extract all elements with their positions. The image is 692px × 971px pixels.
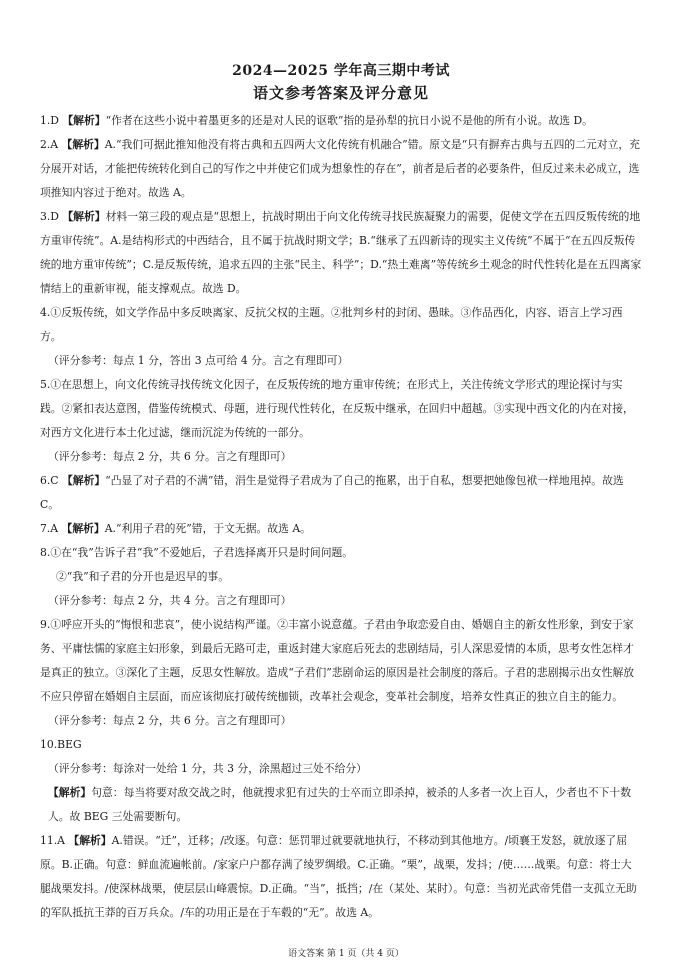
answer-number: 4. [40,306,51,319]
answer-text: ①反叛传统，如文学作品中多反映离家、反抗父权的主题。②批判乡村的封闭、愚昧。③作品西化，内容、语言上学习西方。 [40,306,623,343]
answer-number: 8. [40,546,51,559]
answer-item [40,733,642,757]
answer-number: 2.A [40,138,62,151]
answer-text: A.错误。“迁”，迁移；/改逐。句意：惩罚罪过就要就地执行，不移动到其他地方。/顷襄王发怒，就放逐了屈原。B.正确。句意：鲜血流遍帐前。/家家户户都存满了绫罗绸缎。C.正确。“栗”，战栗，发抖；/使……战栗。句意：将士大腿战栗发抖。/使深林战栗，使层层山峰震惊。D.正确。“当”，抵挡；/在（某处、某时）。句意：当初光武帝凭借一支孤立无助的军队抵抗王莽的百万兵众。/车的功用正是在于车毂的“无”。故选 A。 [40,834,637,919]
answer-text: ②“我”和子君的分开也是迟早的事。 [56,570,229,583]
answer-item [40,709,642,733]
exam-title: 2024—2025 学年高三期中考试 [232,63,450,79]
answer-item [40,373,642,445]
answer-text: A.“利用子君的死”错，于文无据。故选 A。 [104,522,311,535]
answer-text: 材料一第三段的观点是“思想上，抗战时期出于向文化传统寻找民族凝聚力的需要，促使文学在五四反叛传统的地方重审传统”。A.是结构形式的中西结合，且不属于抗战时期文学；B.“继承了五四新诗的现实主义传统”不属于“在五四反叛传统的地方重审传统”；C.是反叛传统，追求五四的主张“民主、科学”；D.“热土难离”等传统乡土观念的时代性转化是在五四离家情结上的重新审视，能支撑观点。故选 D。 [40,210,642,295]
answer-text: “凸显了对子君的不满”错，涓生是觉得子君成为了自己的拖累，出于自私，想要把她像包袱一样地甩掉。故选 C。 [40,474,624,511]
page-footer: 语文答案 第 1 页（共 4 页） [288,949,404,959]
answer-item [40,565,642,589]
answer-number: 5. [40,378,51,391]
answer-item [40,349,642,373]
answer-number: 10.BEG [40,738,82,751]
answer-number: 3.D [40,210,63,223]
answer-item [40,517,642,541]
answer-number: 11.A [40,834,69,847]
answer-item [40,589,642,613]
answer-item [40,445,642,469]
answer-number: 1.D [40,114,63,127]
answer-text: ①在思想上，向文化传统寻找传统文化因子，在反叛传统的地方重审传统；在形式上，关注传统文学形式的理论探讨与实践。②紧扣表达意图，借鉴传统模式、母题，进行现代性转化，在反叛中继承，在回归中超越。③实现中西文化的内在对接，对西方文化进行本土化过滤，继而沉淀为传统的一部分。 [40,378,634,439]
answer-number: 6.C [40,474,62,487]
answer-item [40,205,642,301]
answer-item [40,541,642,565]
answer-item [40,829,642,925]
answer-text: （评分参考：每点 1 分，答出 3 点可给 4 分。言之有理即可） [48,354,349,367]
analysis-tag: 【解析】 [62,114,106,127]
analysis-tag: 【解析】 [48,786,92,799]
answer-text: “作者在这些小说中着墨更多的还是对人民的讴歌”指的是孙犁的抗日小说不是他的所有小说。故选 D。 [105,114,593,127]
analysis-tag: 【解析】 [62,210,106,223]
analysis-tag: 【解析】 [61,138,105,151]
answer-list [40,109,642,925]
answer-item [40,757,642,781]
analysis-tag: 【解析】 [62,474,106,487]
answer-text: ①在“我”告诉子君“我”不爱她后，子君选择离开只是时间问题。 [50,546,354,559]
answer-text: ①呼应开头的“悔恨和悲哀”，使小说结构严谨。②丰富小说意蕴。子君由争取恋爱自由、婚姻自主的新女性形象，到安于家务、平庸怯懦的家庭主妇形象，到最后无路可走，重返封建大家庭后死去的悲剧结局，引人深思爱情的本质，思考女性怎样才是真正的独立。③深化了主题，反思女性解放。造成“子君们”悲剧命运的原因是社会制度的落后。子君的悲剧揭示出女性解放不应只停留在婚姻自主层面，而应该彻底打破传统枷锁，改革社会观念，变革社会制度，培养女性真正的独立自主的能力。 [40,618,635,703]
answer-number: 7.A [40,522,62,535]
answer-text: （评分参考：每点 2 分，共 6 分。言之有理即可） [48,450,292,463]
answer-item [40,613,642,709]
answer-item [40,781,642,829]
answer-item [40,133,642,205]
analysis-tag: 【解析】 [61,522,105,535]
answer-item [40,469,642,517]
analysis-tag: 【解析】 [68,834,112,847]
answer-item [40,109,642,133]
answer-title: 语文参考答案及评分意见 [252,84,429,102]
answer-text: （评分参考：每涂对一处给 1 分，共 3 分，涂黑超过三处不给分） [48,762,367,775]
answer-text: （评分参考：每点 2 分，共 6 分。言之有理即可） [48,714,292,727]
answer-text: （评分参考：每点 2 分，共 4 分。言之有理即可） [48,594,292,607]
answer-item [40,301,642,349]
answer-text: A.“我们可据此推知他没有将古典和五四两大文化传统有机融合”错。原文是“只有摒弃古典与五四的二元对立，充分展开对话，才能把传统转化到自己的写作之中并使它们成为想象性的存在”，前者是后者的必要条件，但反过来未必成立，选项推知内容过于绝对。故选 A。 [40,138,640,199]
answer-text: 句意：每当将要对敌交战之时，他就搜求犯有过失的士卒而立即杀掉，被杀的人多者一次上百人，少者也不下十数人。故 BEG 三处需要断句。 [48,786,632,823]
answer-number: 9. [40,618,51,631]
